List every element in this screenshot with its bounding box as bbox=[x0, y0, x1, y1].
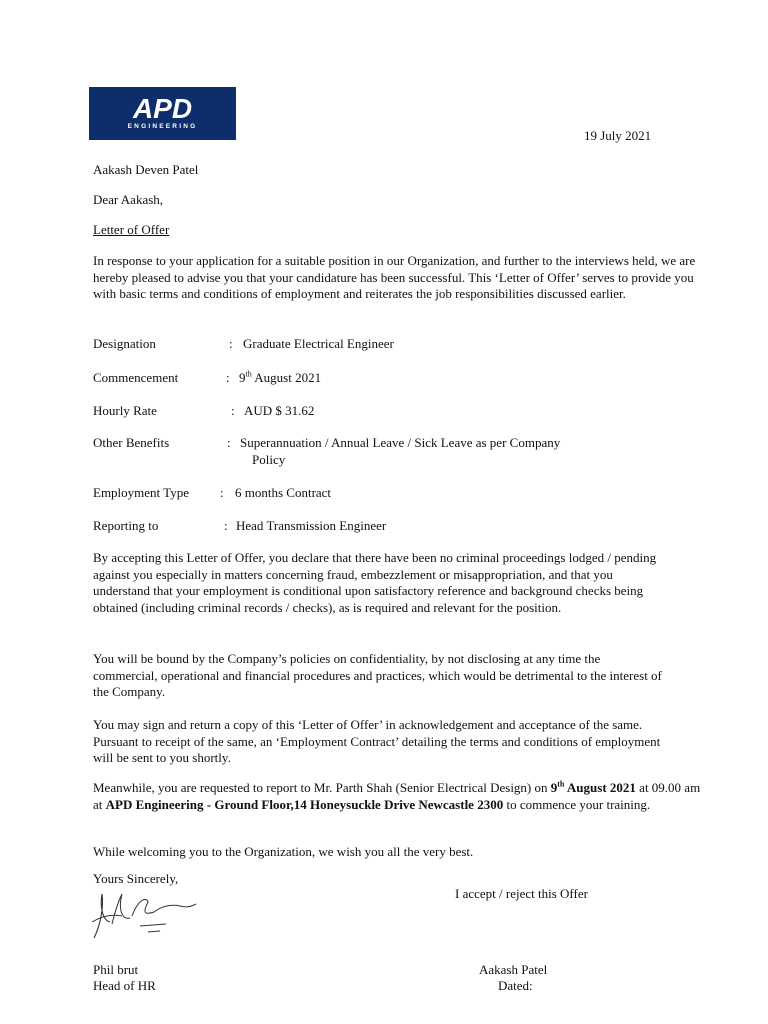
term-value-hourly-rate: AUD $ 31.62 bbox=[244, 403, 315, 418]
term-colon: : bbox=[231, 403, 235, 418]
term-value-commencement: 9th August 2021 bbox=[239, 369, 322, 385]
term-value-employment-type: 6 months Contract bbox=[235, 485, 332, 500]
logo-wordmark: APD bbox=[132, 93, 193, 124]
signatory-name: Phil brut bbox=[93, 962, 139, 977]
recipient-name: Aakash Deven Patel bbox=[93, 162, 199, 177]
closing-wish: While welcoming you to the Organization, we wish you all the very best. bbox=[93, 844, 474, 859]
term-label-commencement: Commencement bbox=[93, 370, 179, 385]
term-label-hourly-rate: Hourly Rate bbox=[93, 403, 157, 418]
term-value-designation: Graduate Electrical Engineer bbox=[243, 336, 394, 351]
term-colon: : bbox=[229, 336, 233, 351]
term-value-reporting-to: Head Transmission Engineer bbox=[236, 518, 387, 533]
term-label-other-benefits: Other Benefits bbox=[93, 435, 170, 450]
confidentiality-paragraph: You will be bound by the Company’s policies on confidentiality, by not disclosing at any time the commercial, operational and financial procedures and practices, which would be detrimental to the interest of the Company. bbox=[93, 651, 662, 700]
term-colon: : bbox=[226, 370, 230, 385]
term-value-other-benefits: Superannuation / Annual Leave / Sick Leave as per Company bbox=[240, 435, 561, 450]
letter-subject: Letter of Offer bbox=[93, 222, 170, 237]
letter-date: 19 July 2021 bbox=[584, 128, 652, 143]
signatory-title: Head of HR bbox=[93, 978, 156, 993]
report-paragraph: Meanwhile, you are requested to report to Mr. Parth Shah (Senior Electrical Design) on 9th August 2021 at 09.00 am at APD Engineering - Ground Floor,14 Honeysuckle Drive Newcastle 2300 to commence your training. bbox=[93, 779, 701, 812]
term-colon: : bbox=[220, 485, 224, 500]
term-label-designation: Designation bbox=[93, 336, 156, 351]
accept-reject-text: I accept / reject this Offer bbox=[455, 886, 588, 901]
acceptor-name: Aakash Patel bbox=[479, 962, 548, 977]
term-colon: : bbox=[224, 518, 228, 533]
logo-subtitle: ENGINEERING bbox=[127, 123, 198, 130]
handwritten-signature bbox=[88, 886, 200, 952]
company-logo bbox=[89, 87, 236, 140]
sign-return-paragraph: You may sign and return a copy of this ‘Letter of Offer’ in acknowledgement and acceptance of the same. Pursuant to receipt of the same, an ‘Employment Contract’ detailing the terms and conditions of employment will be sent to you shortly. bbox=[93, 717, 661, 766]
term-label-reporting-to: Reporting to bbox=[93, 518, 159, 533]
intro-paragraph: In response to your application for a suitable position in our Organization, and further to the interviews held, we are hereby pleased to advise you that your candidature has been successful. This ‘Letter of Offer’ serves to provide you with basic terms and conditions of employment and reiterates the job responsibilities discussed earlier. bbox=[93, 253, 696, 302]
acceptor-dated: Dated: bbox=[498, 978, 533, 993]
declaration-paragraph: By accepting this Letter of Offer, you declare that there have been no criminal proceedings lodged / pending against you especially in matters concerning fraud, embezzlement or misappropriation, and that you understand that your employment is conditional upon satisfactory reference and background checks being obtained (including criminal records / checks), as is required and relevant for the position. bbox=[93, 550, 657, 615]
term-label-employment-type: Employment Type bbox=[93, 485, 189, 500]
term-colon: : bbox=[227, 435, 231, 450]
sign-off: Yours Sincerely, bbox=[93, 871, 179, 886]
salutation: Dear Aakash, bbox=[93, 192, 164, 207]
term-value-other-benefits-cont: Policy bbox=[252, 452, 286, 467]
